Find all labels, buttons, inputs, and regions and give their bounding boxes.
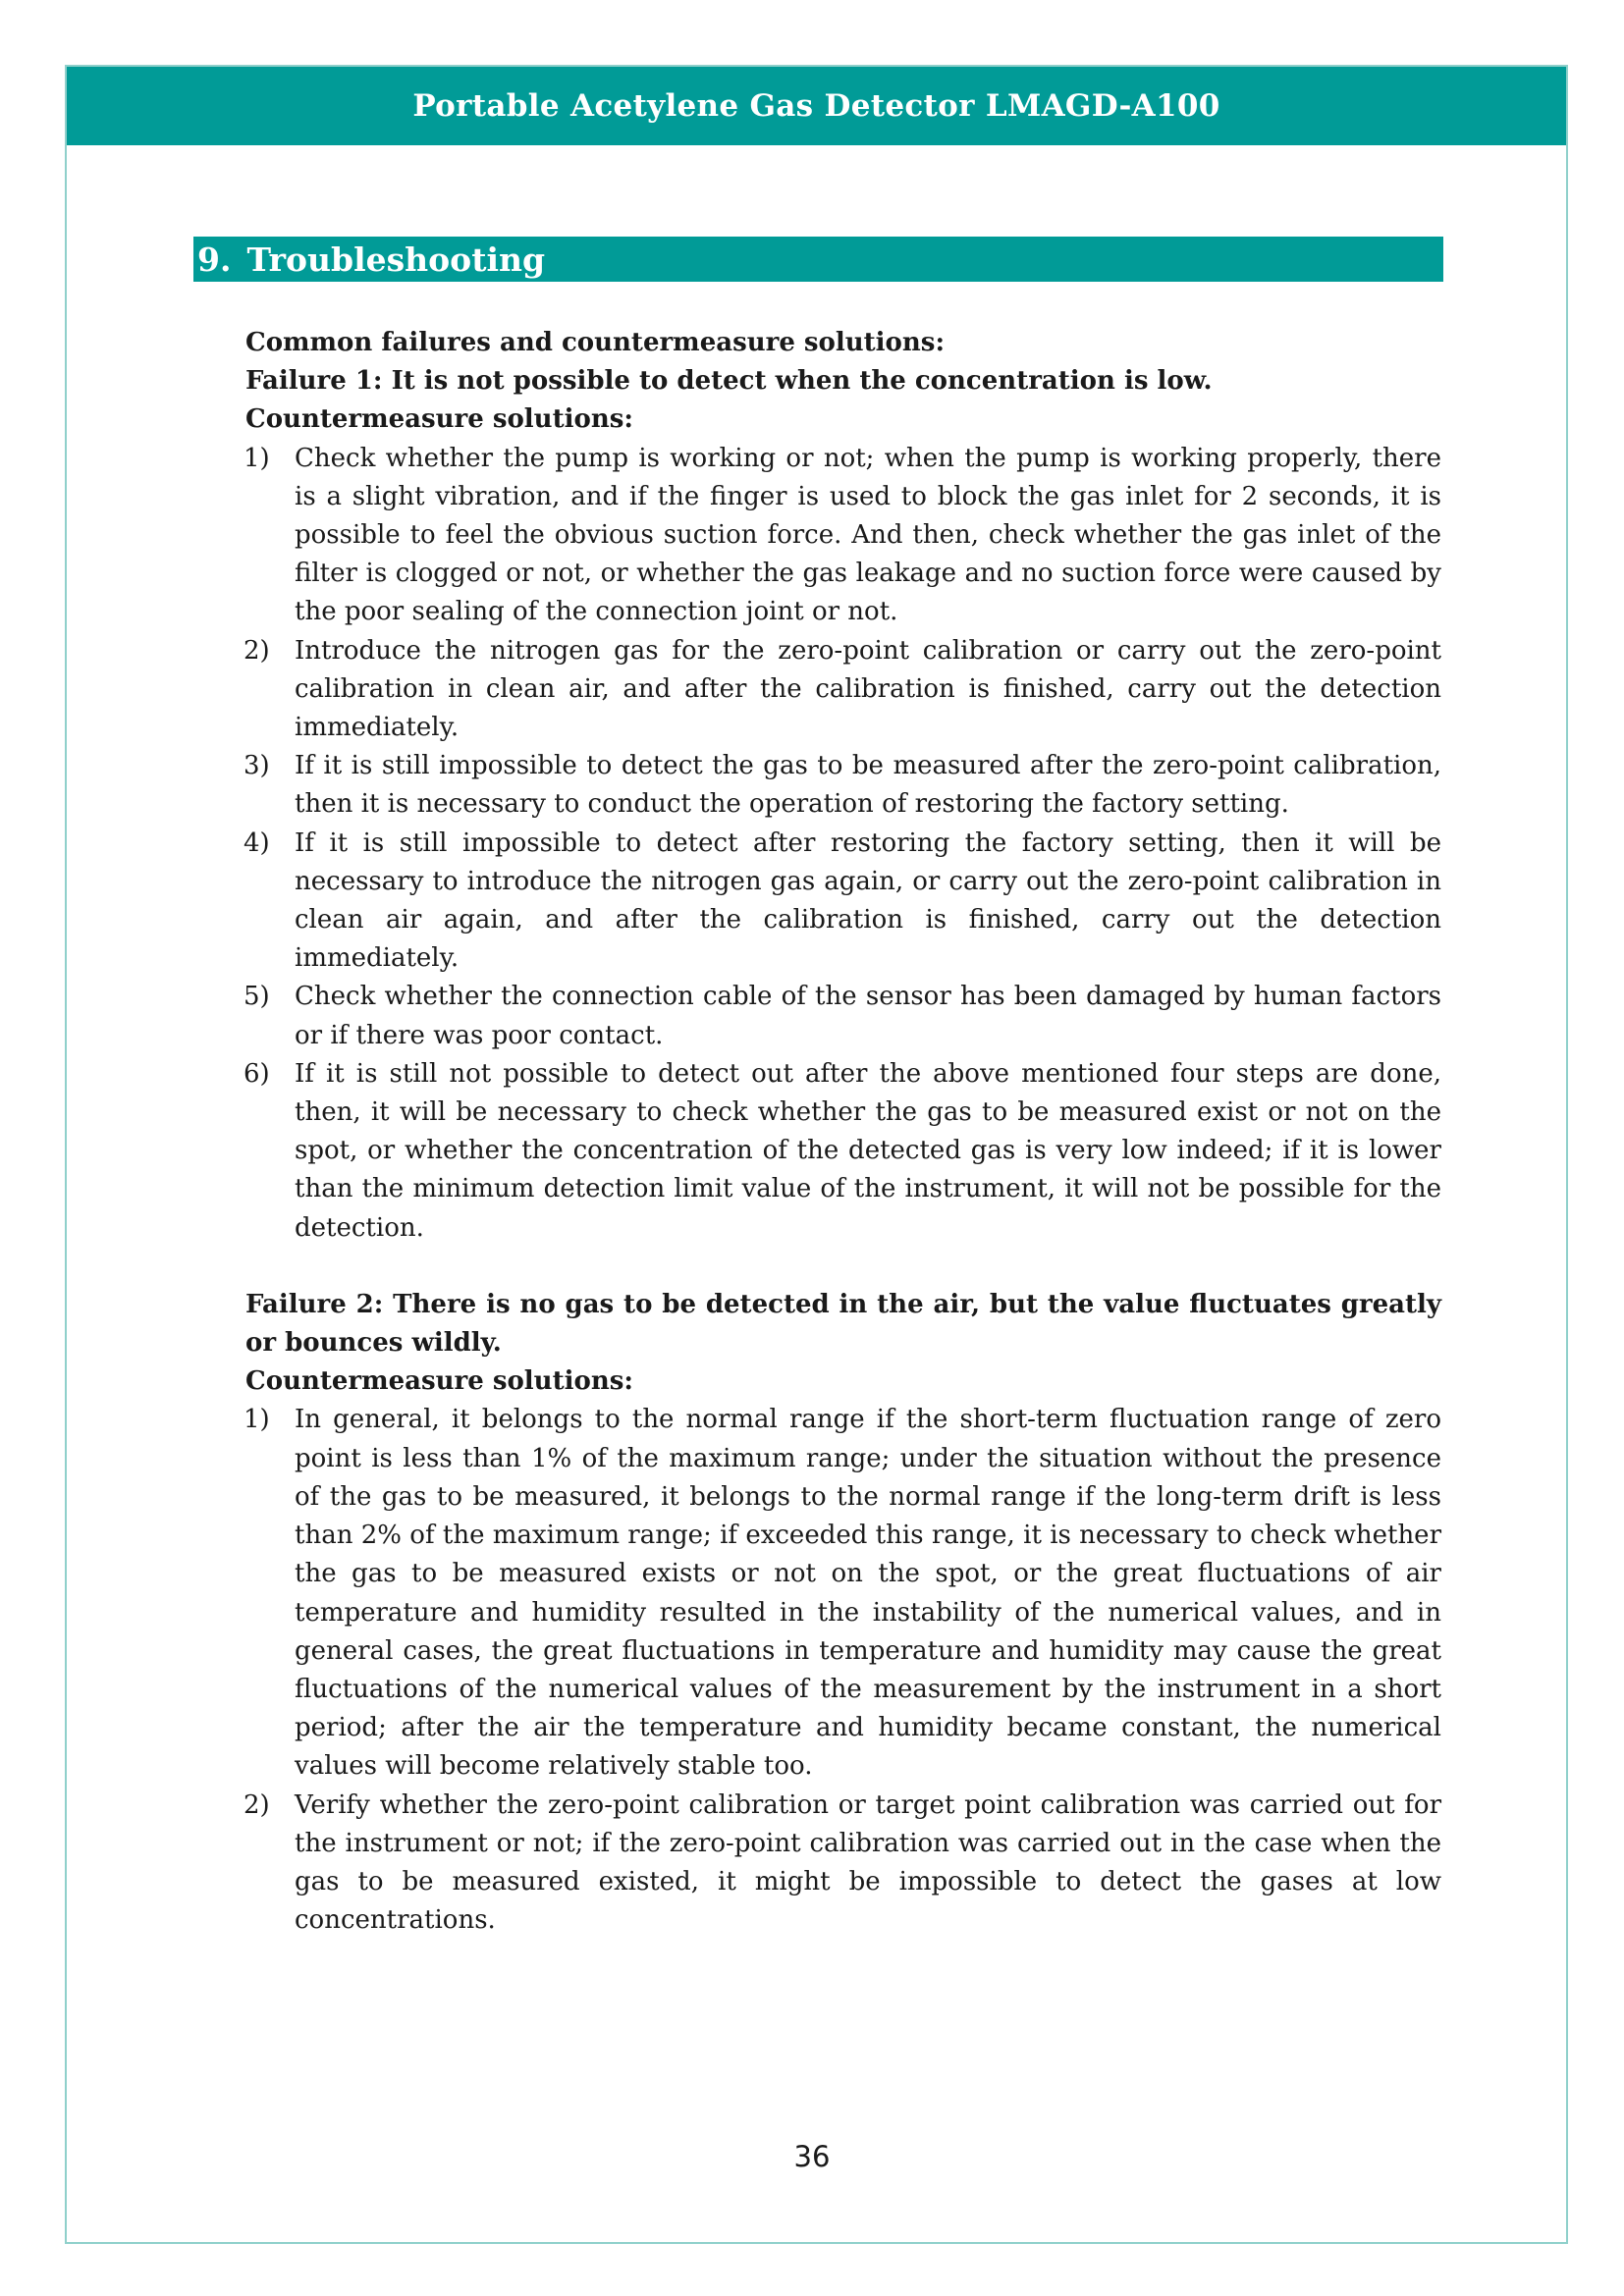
failure-heading: Failure 1: It is not possible to detect when the concentration is low. (245, 366, 1213, 397)
list-text: If it is still impossible to detect the gas to be measured after the zero-point calibration, then it is necessary to conduct the operation of restoring the factory setting. (295, 751, 1441, 820)
list-number: 4) (244, 828, 270, 858)
intro-heading: Common failures and countermeasure solutions: (245, 328, 946, 357)
list-text: If it is still impossible to detect after restoring the factory setting, then it will be necessary to introduce the nitrogen gas again, or carry out the zero-point calibration in clean air again, and after the calibration is finished, carry out the detection immediately. (295, 828, 1441, 974)
header-bar (67, 67, 1566, 145)
list-text: Check whether the pump is working or not; when the pump is working properly, there is a slight vibration, and if the finger is used to block the gas inlet for 2 seconds, it is possible to feel the obvious suction force. And then, check whether the gas inlet of the filter is clogged or not, or whether the gas leakage and no suction force were caused by the poor sealing of the connection joint or not. (295, 443, 1441, 627)
list-text: If it is still not possible to detect out after the above mentioned four steps are done, then, it will be necessary to check whether the gas to be measured exist or not on the spot, or whether the concentration of the detected gas is very low indeed; if it is lower than the minimum detection limit value of the instrument, it will not be possible for the detection. (295, 1058, 1441, 1243)
failure-heading: Failure 2: There is no gas to be detected in the air, but the value fluctuates greatly or bounces wildly. (245, 1289, 1441, 1359)
list-item (245, 1401, 1441, 1786)
section-heading (193, 237, 1443, 282)
list-text: Verify whether the zero-point calibration or target point calibration was carried out for the instrument or not; if the zero-point calibration was carried out in the case when the gas to be measured existed, it might be impossible to detect the gases at low concentrations. (295, 1789, 1441, 1936)
troubleshooting-content (245, 324, 1441, 1940)
spacer (245, 1248, 1441, 1286)
failure-block (245, 1286, 1441, 1940)
list-text: Check whether the connection cable of the sensor has been damaged by human factors or if there was poor contact. (295, 982, 1441, 1050)
list-number: 1) (244, 1405, 270, 1435)
list-item (245, 632, 1441, 748)
section-number: 9. (197, 240, 232, 279)
list-item (245, 747, 1441, 824)
list-number: 6) (244, 1058, 270, 1089)
list-number: 1) (244, 443, 270, 473)
list-number: 2) (244, 1789, 270, 1820)
solutions-label: Countermeasure solutions: (245, 404, 633, 435)
list-item (245, 440, 1441, 632)
document-title: Portable Acetylene Gas Detector LMAGD-A100 (412, 88, 1220, 124)
list-number: 3) (244, 751, 270, 781)
list-item (245, 1787, 1441, 1941)
failure-block (245, 362, 1441, 1248)
list-text: In general, it belongs to the normal range if the short-term fluctuation range of zero point is less than 1% of the maximum range; under the situation without the presence of the gas to be measured, it belongs to the normal range if the long-term drift is less than 2% of the maximum range; if exceeded this range, it is necessary to check whether the gas to be measured exists or not on the spot, or the great fluctuations of air temperature and humidity resulted in the instability of the numerical values, and in general cases, the great fluctuations in temperature and humidity may cause the great fluctuations of the numerical values of the measurement by the instrument in a short period; after the air the temperature and humidity became constant, the numerical values will become relatively stable too. (295, 1405, 1441, 1782)
section-title: Troubleshooting (246, 240, 546, 279)
list-number: 5) (244, 982, 270, 1012)
solutions-label: Countermeasure solutions: (245, 1366, 633, 1397)
list-number: 2) (244, 635, 270, 666)
list-item (245, 978, 1441, 1054)
list-text: Introduce the nitrogen gas for the zero-point calibration or carry out the zero-point calibration in clean air, and after the calibration is finished, carry out the detection immediately. (295, 635, 1441, 743)
list-item (245, 825, 1441, 979)
page-number: 36 (793, 2140, 831, 2173)
list-item (245, 1055, 1441, 1248)
